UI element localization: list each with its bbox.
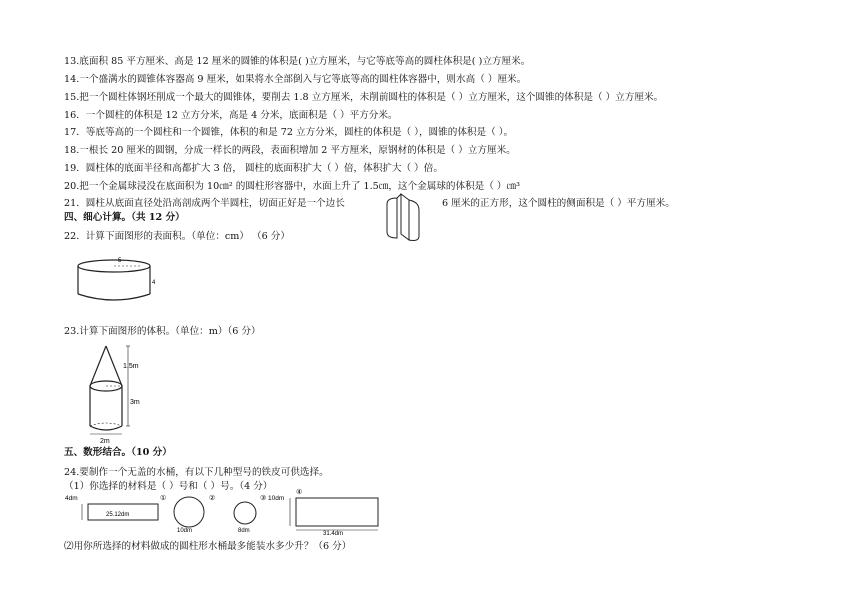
question-24-part2: ⑵用你所选择的材料做成的圆柱形水桶最多能装水多少升？（6 分）: [64, 541, 352, 552]
rect1-length-label: 25.12dm: [106, 512, 130, 518]
q23-cone-height-label: 1.5m: [123, 363, 139, 370]
question-14: 14.一个盛满水的圆锥体容器高 9 厘米，如果将水全部倒入与它等底等高的圆柱体容器中，则水高（ ）厘米。: [64, 74, 527, 85]
question-15: 15.把一个圆柱体钢坯削成一个最大的圆锥体，要削去 1.8 立方厘米，未削前圆柱的体积是（ ）立方厘米，这个圆锥的体积是（ ）立方厘米。: [64, 92, 664, 103]
q22-height-label: 4: [152, 280, 156, 286]
question-24-part1: （1）你选择的材料是（ ）号和（ ）号。（4 分）: [64, 481, 273, 492]
question-17: 17．等底等高的一个圆柱和一个圆锥，体积的和是 72 立方分米，圆柱的体积是（ ），圆锥的体积是（ ）。: [64, 127, 514, 138]
rect1-height-label: 4dm: [65, 495, 78, 502]
question-23: 23.计算下面图形的体积。（单位：m）（6 分）: [64, 326, 261, 337]
question-20: 20.把一个金属球浸没在底面积为 10㎝² 的圆柱形容器中，水面上升了 1.5㎝，这个金属球的体积是（ ）㎝³: [64, 181, 520, 192]
question-22: 22．计算下面图形的表面积。（单位：cm） （6 分）: [64, 231, 290, 242]
cone-cylinder-figure-q23: [86, 344, 146, 444]
q23-diameter-label: 2m: [100, 438, 110, 445]
cylinder-figure-q22: [76, 256, 160, 302]
question-24: 24.要制作一个无盖的水桶，有以下几种型号的铁皮可供选择。: [64, 467, 329, 478]
question-16: 16．一个圆柱的体积是 12 立方分米，高是 4 分米，底面积是（ ）平方分米。: [64, 110, 398, 121]
question-18: 18.一根长 20 厘米的圆钢，分成一样长的两段，表面积增加 2 平方厘米，原钢材的体积是（ ）立方厘米。: [64, 145, 516, 156]
q22-width-label: 5: [118, 258, 122, 264]
circle2-diameter-label: 8dm: [238, 528, 250, 534]
rect2-height-label: 10dm: [268, 495, 285, 502]
q23-cyl-height-label: 3m: [130, 399, 140, 406]
section-4-title: 四、细心计算。（共 12 分）: [64, 212, 185, 223]
material-num-1: ①: [160, 495, 167, 502]
material-num-2: ②: [209, 495, 216, 502]
circle1-diameter-label: 10dm: [177, 528, 193, 534]
rect2-length-label: 31.4dm: [323, 531, 344, 537]
half-cylinders-figure: [383, 190, 425, 246]
question-21-part1: 21．圆柱从底面直径处沿高剖成两个半圆柱，切面正好是一个边长: [64, 198, 345, 209]
material-num-3: ③: [260, 495, 267, 502]
question-19: 19．圆柱体的底面半径和高都扩大 3 倍， 圆柱的底面积扩大（ ）倍，体积扩大（ ）倍。: [64, 163, 443, 174]
material-num-4: ④: [296, 489, 303, 496]
section-5-title: 五、数形结合。（10 分）: [64, 447, 172, 458]
question-21-part2: 6 厘米的正方形，这个圆柱的侧面积是（ ）平方厘米。: [442, 198, 675, 209]
question-13: 13.底面积 85 平方厘米、高是 12 厘米的圆锥的体积是( )立方厘米，与它等底等高的圆柱体积是( )立方厘米。: [64, 56, 531, 67]
materials-figure-q24: [64, 489, 394, 537]
